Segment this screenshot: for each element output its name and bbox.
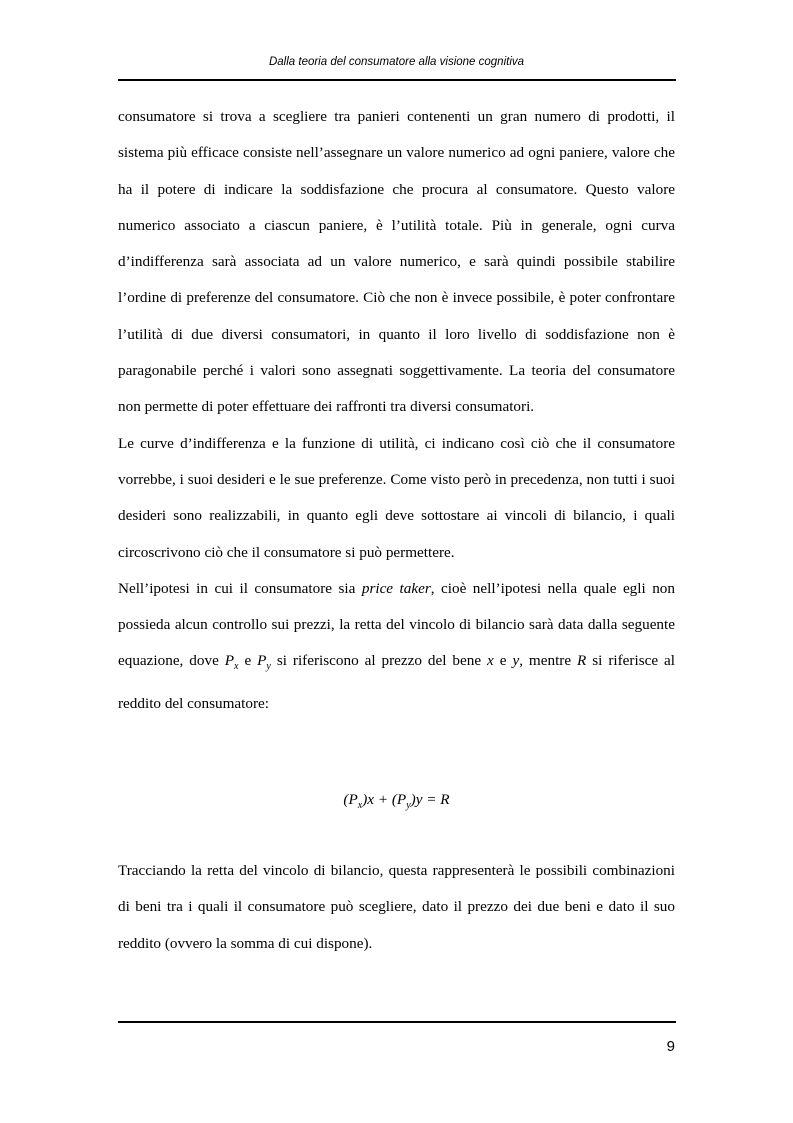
x-symbol: x xyxy=(487,652,494,670)
text-run: Nell’ipotesi in cui il consumatore sia xyxy=(118,579,362,597)
eq-subscript-x: x xyxy=(357,800,363,812)
px-subscript: x xyxy=(234,661,239,673)
running-header: Dalla teoria del consumatore alla visione cognitiva xyxy=(268,56,525,68)
paragraph-4: Tracciando la retta del vincolo di bilancio, questa rappresenterà le possibili combinazioni di beni tra i quali il consumatore può scegliere, dato il prezzo dei due beni e dato il suo reddito (ovvero la somma di cui dispone). xyxy=(118,862,675,952)
price-taker-term: price taker xyxy=(361,579,431,597)
px-base: P xyxy=(224,652,235,670)
text-run: e xyxy=(493,652,513,670)
paragraph-2: Le curve d’indifferenza e la funzione di utilità, ci indicano così ciò che il consumatore vorrebbe, i suoi desideri e le sue preferenze. Come visto però in precedenza, non tutti i suoi desideri sono realizzabili, in quanto egli deve sottostare ai vincoli di bilancio, i quali circoscrivono ciò che il consumatore si può permettere. xyxy=(118,434,675,561)
eq-part: )x + (P xyxy=(362,791,407,808)
eq-part: (P xyxy=(343,791,358,808)
page-number: 9 xyxy=(666,1038,675,1055)
body-text-after-equation xyxy=(118,853,675,962)
text-run: si riferisce al reddito del consumatore: xyxy=(118,652,675,712)
footer-rule xyxy=(118,1021,676,1023)
py-subscript: y xyxy=(266,661,271,673)
r-symbol: R xyxy=(577,652,587,670)
body-text xyxy=(118,99,675,722)
eq-part: )y = R xyxy=(410,791,450,808)
budget-equation xyxy=(118,782,675,824)
paragraph-1: consumatore si trova a scegliere tra panieri contenenti un gran numero di prodotti, il sistema più efficace consiste nell’assegnare un valore numerico ad ogni paniere, valore che ha il potere di indicare la soddisfazione che procura al consumatore. Questo valore numerico associato a ciascun paniere, è l’utilità totale. Più in generale, ogni curva d’indifferenza sarà associata ad un valore numerico, e sarà quindi possibile stabilire l’ordine di preferenze del consumatore. Ciò che non è invece possibile, è poter confrontare l’utilità di due diversi consumatori, in quanto il loro livello di soddisfazione non è paragonabile perché i valori sono assegnati soggettivamente. La teoria del consumatore non permette di poter effettuare dei raffronti tra diversi consumatori. xyxy=(118,108,675,416)
text-run: e xyxy=(238,652,258,670)
text-run: si riferiscono al prezzo del bene xyxy=(270,652,488,670)
py-symbol xyxy=(257,652,271,673)
paragraph-3 xyxy=(118,571,675,722)
py-base: P xyxy=(257,652,267,670)
px-symbol xyxy=(224,652,239,673)
text-run: , cioè nell’ipotesi nella quale egli non possieda alcun controllo sui prezzi, la retta del vincolo di bilancio sarà data dalla seguente equazione, dove xyxy=(118,579,675,670)
text-run: , mentre xyxy=(519,652,578,670)
header-rule xyxy=(118,79,676,81)
eq-subscript-y: y xyxy=(406,800,411,812)
y-symbol: y xyxy=(512,652,520,670)
